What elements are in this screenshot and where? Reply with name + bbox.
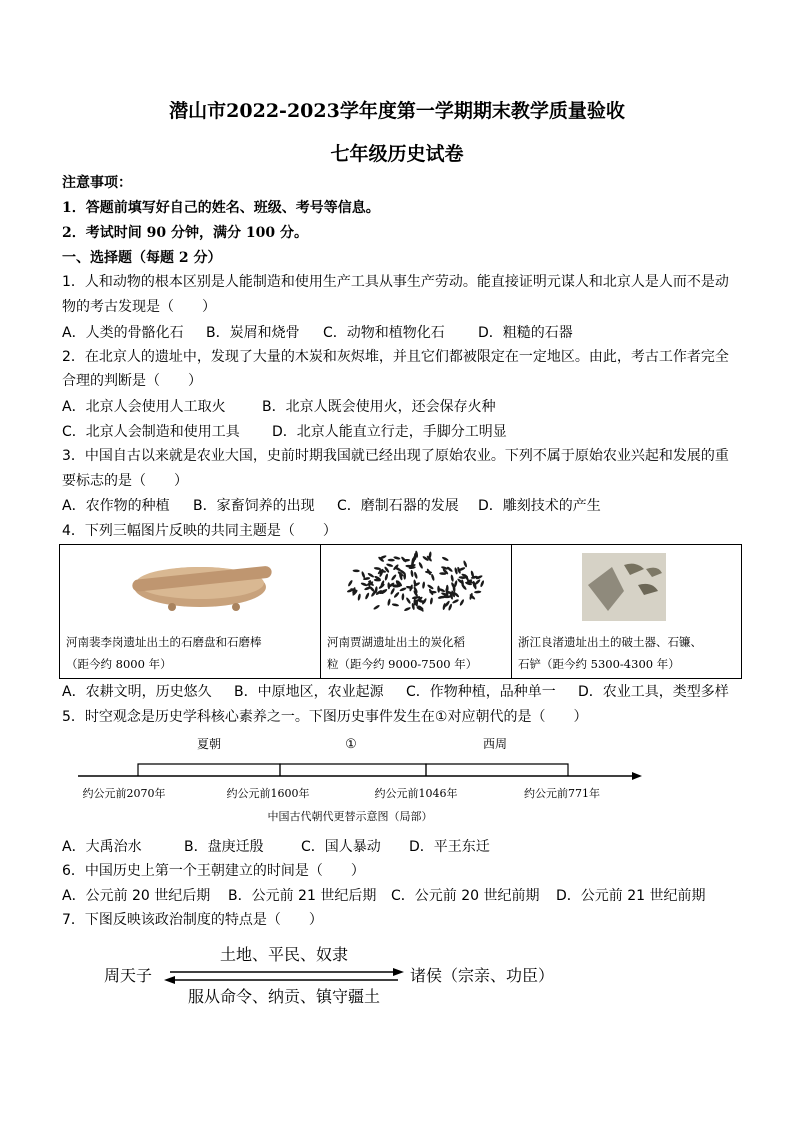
note-item-2: 2．考试时间 90 分钟，满分 100 分。 [62, 225, 308, 241]
date-2070: 约公元前2070年 [82, 787, 166, 800]
rice-grain [413, 571, 418, 579]
caption-1-line2: （距今约 8000 年） [66, 657, 172, 671]
rice-grain [422, 581, 425, 588]
rice-grain [431, 573, 436, 581]
rice-grain [361, 571, 366, 579]
picture-cell-2 [321, 545, 512, 679]
q1-stem-line1: 1．人和动物的根本区别是人能制造和使用生产工具从事生产劳动。能直接证明元谋人和北京人是人而不是动 [62, 274, 729, 290]
rice-grain [388, 559, 395, 562]
dynasty-timeline [62, 730, 662, 830]
diagram-bottom-label: 服从命令、纳贡、镇守疆土 [187, 987, 381, 1006]
picture-caption-1 [66, 631, 266, 675]
rice-grain [357, 593, 361, 601]
rice-grain [360, 582, 368, 587]
label-xia: 夏朝 [196, 737, 222, 751]
grinding-stone-image [60, 545, 318, 629]
exam-title: 潜山市2022-2023学年度第一学期期末教学质量验收 [169, 100, 625, 122]
q6-option-d: D．公元前 21 世纪前期 [556, 888, 706, 904]
caption-3-line1: 浙江良渚遗址出土的破土器、石镰、 [518, 635, 702, 649]
q4-option-b: B．中原地区，农业起源 [234, 684, 384, 700]
q3-option-d: D．雕刻技术的产生 [478, 498, 601, 514]
q3-stem-line2: 要标志的是（ ） [62, 473, 188, 489]
rice-grain [399, 587, 407, 592]
rice-grain [418, 562, 424, 570]
date-1046: 约公元前1046年 [374, 787, 458, 800]
q1-stem-line2: 物的考古发现是（ ） [62, 299, 216, 315]
q2-stem-line2: 合理的判断是（ ） [62, 373, 202, 389]
feudal-relationship-diagram [100, 936, 620, 1010]
exam-subtitle: 七年级历史试卷 [330, 143, 464, 165]
note-item-1: 1．答题前填写好自己的姓名、班级、考号等信息。 [62, 200, 380, 216]
rice-grain [474, 590, 481, 593]
label-western-zhou: 西周 [482, 737, 508, 751]
rice-grain [405, 597, 411, 604]
bracket-xia [138, 764, 280, 776]
picture-cell-1 [60, 545, 321, 679]
q4-picture-table [59, 544, 742, 679]
q3-option-b: B．家畜饲养的出现 [193, 498, 315, 514]
q2-stem-line1: 2．在北京人的遗址中，发现了大量的木炭和灰烬堆，并且它们都被限定在一定地区。由此，考古工作者完全 [62, 349, 729, 365]
rice-grain [384, 573, 388, 581]
rice-grain [347, 579, 353, 586]
q5-option-a: A．大禹治水 [62, 839, 142, 855]
rice-grain [448, 603, 453, 611]
timeline-caption: 中国古代朝代更替示意图（局部） [267, 810, 433, 823]
q6-option-c: C．公元前 20 世纪前期 [391, 888, 540, 904]
diagram-king: 周天子 [104, 966, 153, 985]
q3-option-a: A．农作物的种植 [62, 498, 170, 514]
rice-grain [441, 556, 449, 561]
q4-option-d: D．农业工具，类型多样 [578, 684, 729, 700]
date-771: 约公元前771年 [524, 787, 600, 800]
picture-caption-2 [327, 631, 507, 675]
q2-option-d: D．北京人能直立行走，手脚分工明显 [272, 424, 507, 440]
picture-caption-3 [518, 631, 733, 675]
timeline-arrow [632, 772, 642, 780]
q5-stem: 5．时空观念是历史学科核心素养之一。下图历史事件发生在①对应朝代的是（ ） [62, 709, 588, 725]
q2-option-b: B．北京人既会使用火，还会保存火种 [262, 399, 496, 415]
notes-heading: 注意事项： [62, 175, 132, 191]
rice-grain [373, 604, 380, 610]
diagram-lords: 诸侯（宗亲、功臣） [410, 966, 555, 985]
picture-cell-3 [512, 545, 742, 679]
q6-option-b: B．公元前 21 世纪后期 [228, 888, 377, 904]
rice-grain [387, 582, 390, 589]
q2-option-c: C．北京人会制造和使用工具 [62, 424, 240, 440]
bracket-shang [280, 764, 426, 776]
q5-option-d: D．平王东迁 [409, 839, 490, 855]
rice-grain [401, 593, 404, 600]
rice-grain [387, 598, 391, 606]
q3-stem-line1: 3．中国自古以来就是农业大国，史前时期我国就已经出现了原始农业。下列不属于原始农业兴起和发展的重 [62, 448, 729, 464]
rice-grain [463, 560, 468, 568]
caption-2-line1: 河南贾湖遗址出土的炭化稻 [327, 635, 465, 649]
diagram-top-label: 土地、平民、奴隶 [219, 945, 349, 964]
rice-grain [393, 591, 400, 598]
rice-grain [452, 599, 460, 605]
rice-grain [390, 588, 396, 596]
arrow-head-left [164, 976, 175, 984]
q4-stem: 4．下列三幅图片反映的共同主题是（ ） [62, 523, 337, 539]
rice-grain [364, 592, 369, 600]
rice-grain [480, 580, 485, 588]
q4-option-c: C．作物种植，品种单一 [406, 684, 556, 700]
q5-option-b: B．盘庚迁殷 [184, 839, 264, 855]
arrow-head-right [393, 968, 404, 976]
q1-option-c: C．动物和植物化石 [323, 325, 445, 341]
rice-grain [410, 570, 414, 577]
rice-grain [353, 569, 360, 572]
stone-tools-image [512, 545, 739, 629]
carbonized-rice-image [321, 545, 509, 629]
rice-grain [391, 574, 397, 581]
rice-grain [386, 563, 394, 568]
rice-grain [430, 597, 434, 605]
label-circle-1: ① [345, 737, 357, 752]
q6-stem: 6．中国历史上第一个王朝建立的时间是（ ） [62, 863, 365, 879]
rice-grain [368, 580, 372, 588]
section-heading: 一、选择题（每题 2 分） [62, 250, 222, 266]
bracket-zhou [426, 764, 568, 776]
q1-option-d: D．粗糙的石器 [478, 325, 573, 341]
caption-1-line1: 河南裴李岗遗址出土的石磨盘和石磨棒 [66, 635, 262, 649]
rice-grain [459, 599, 465, 607]
date-1600: 约公元前1600年 [226, 787, 310, 800]
rice-grain [427, 584, 434, 590]
caption-3-line2: 石铲（距今约 5300-4300 年） [518, 657, 680, 671]
rice-grain [404, 606, 412, 611]
caption-2-line2: 粒（距今约 9000-7500 年） [327, 657, 478, 671]
rice-grain [392, 603, 400, 607]
q6-option-a: A．公元前 20 世纪后期 [62, 888, 211, 904]
q1-option-b: B．炭屑和烧骨 [206, 325, 300, 341]
q4-option-a: A．农耕文明，历史悠久 [62, 684, 212, 700]
q7-stem: 7．下图反映该政治制度的特点是（ ） [62, 912, 323, 928]
q3-option-c: C．磨制石器的发展 [337, 498, 459, 514]
rice-grain [450, 574, 454, 582]
q1-option-a: A．人类的骨骼化石 [62, 325, 184, 341]
q5-option-c: C．国人暴动 [301, 839, 381, 855]
q2-option-a: A．北京人会使用人工取火 [62, 399, 226, 415]
